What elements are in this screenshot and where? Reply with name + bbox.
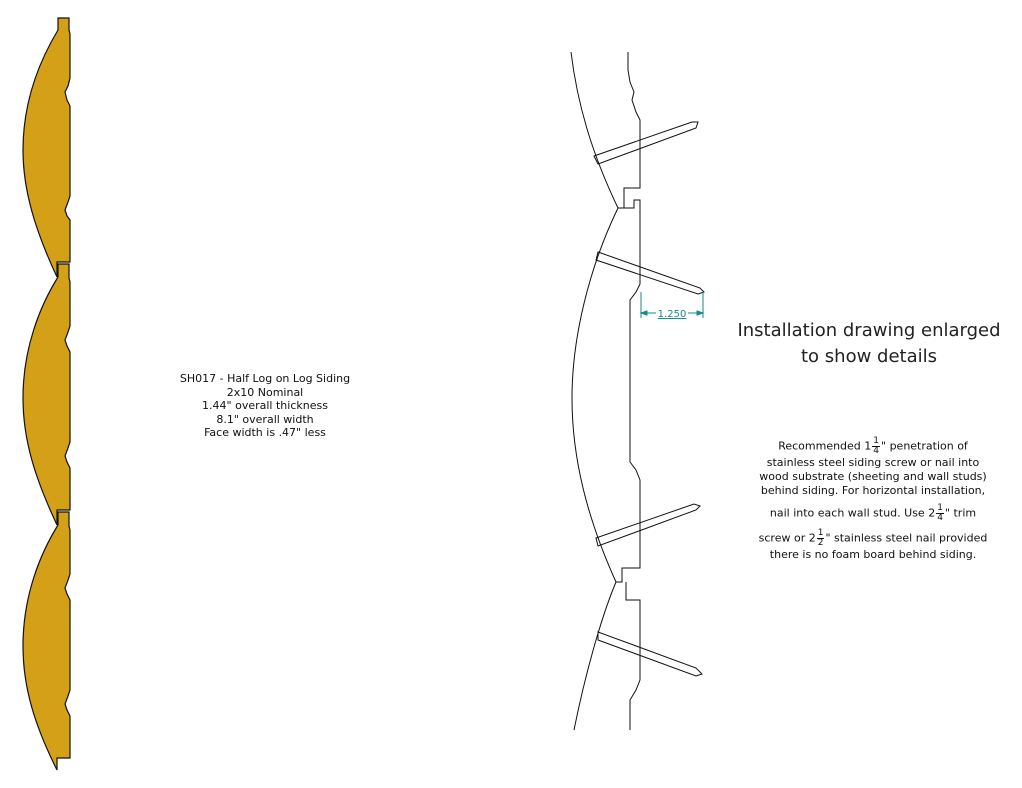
- note-line-3: wood substrate (sheeting and wall studs): [759, 470, 987, 483]
- fraction-numerator: 1: [937, 503, 943, 513]
- note-text: screw or 2: [758, 531, 816, 545]
- note-line-4: behind siding. For horizontal installation,: [760, 484, 986, 497]
- fastener-4: [598, 632, 702, 676]
- note-line-5: [742, 504, 1004, 523]
- installation-notes: [742, 437, 1004, 562]
- installed-board-middle: [572, 200, 640, 582]
- spec-title: SH017 - Half Log on Log Siding: [179, 372, 351, 385]
- fraction-denominator: 2: [817, 538, 824, 548]
- spec-width: 8.1" overall width: [216, 412, 314, 426]
- note-text: Recommended 1: [778, 439, 872, 453]
- fraction-numerator: 1: [873, 436, 880, 446]
- note-text: " stainless steel nail provided: [825, 531, 988, 545]
- fastener-3: [596, 504, 700, 546]
- installed-board-bottom: [574, 582, 640, 730]
- siding-profile-section: [23, 18, 70, 770]
- fastener-2: [596, 252, 704, 294]
- dimension-marker: [641, 292, 703, 320]
- dimension-label: 1.250: [657, 309, 687, 320]
- install-title-line1: Installation drawing enlarged: [737, 320, 1001, 341]
- install-title-line2: to show details: [800, 346, 937, 367]
- note-text: " trim: [944, 506, 977, 520]
- fastener-1: [594, 122, 698, 164]
- note-line-6: [742, 529, 1004, 548]
- siding-board-1: [23, 18, 70, 277]
- spec-nominal: 2x10 Nominal: [226, 385, 304, 399]
- installation-drawing: [571, 52, 704, 730]
- note-text: " penetration of: [881, 439, 968, 453]
- siding-board-2: [23, 264, 70, 525]
- siding-board-3: [23, 512, 70, 770]
- fraction: [817, 529, 825, 548]
- product-spec: [150, 372, 380, 440]
- spec-thickness: 1.44" overall thickness: [202, 399, 328, 412]
- note-line-2: stainless steel siding screw or nail into: [766, 456, 980, 469]
- fraction-denominator: 4: [937, 513, 943, 523]
- fraction: [872, 437, 880, 456]
- installed-board-top: [571, 52, 640, 208]
- fraction-denominator: 4: [873, 446, 880, 456]
- note-line-7: there is no foam board behind siding.: [769, 548, 977, 561]
- note-text: nail into each wall stud. Use 2: [769, 506, 936, 520]
- spec-face: Face width is .47" less: [204, 426, 326, 439]
- note-line-1: [742, 437, 1004, 456]
- fraction-numerator: 1: [817, 528, 824, 538]
- install-title: [728, 318, 1010, 370]
- fraction: [936, 504, 944, 523]
